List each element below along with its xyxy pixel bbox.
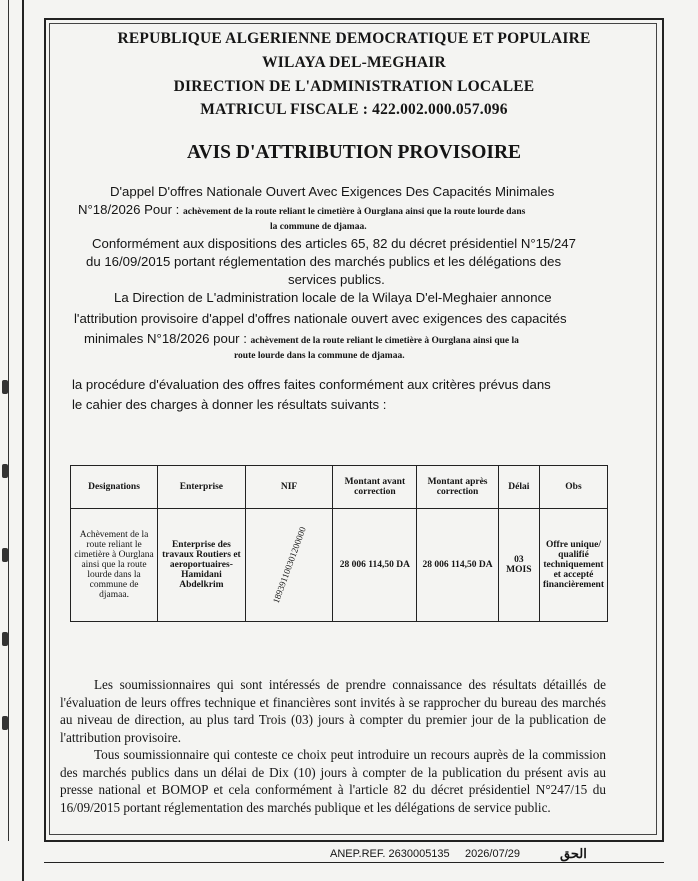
col-delai: Délai (498, 466, 539, 509)
newspaper-logo: الحق (560, 846, 587, 861)
anep-ref: ANEP.REF. 2630005135 (330, 848, 450, 860)
intro-line-3: la commune de djamaa. (270, 222, 367, 232)
intro-line-8: l'attribution provisoire d'appel d'offres nationale ouvert avec exigences des capacités (74, 311, 567, 326)
cell-montant-avant: 28 006 114,50 DA (333, 509, 417, 622)
closing-paragraph-1: Les soumissionnaires qui sont intéressés de prendre connaissance des résultats détaillés de l'évaluation de leurs offres technique et financières sont invités à se rapprocher du bureau des marchés au niveau de direction, au plus tard Trois (03) jours à compter du premier jour de la publication de l'attribution provisoire. (60, 677, 606, 745)
publication-date: 2026/07/29 (464, 848, 521, 860)
closing-text (60, 676, 606, 816)
intro-line-11: la procédure d'évaluation des offres faites conformément aux critères prévus dans (72, 377, 551, 392)
intro-line-4: Conformément aux dispositions des articles 65, 82 du décret présidentiel N°15/247 (92, 236, 576, 251)
cell-montant-apres: 28 006 114,50 DA (417, 509, 498, 622)
left-column-fragments (0, 380, 12, 800)
intro-ref: N°18/2026 Pour : (78, 202, 180, 217)
intro-line-12: le cahier des charges à donner les résultats suivants : (72, 397, 387, 412)
cell-designation: Achèvement de la route reliant le cimetière à Ourglana ainsi que la route lourde dans la commune de djamaa. (71, 509, 158, 622)
header-republic: REPUBLIQUE ALGERIENNE DEMOCRATIQUE ET POPULAIRE (117, 30, 591, 47)
table-row (71, 509, 608, 622)
intro-ref-2: minimales N°18/2026 pour : (84, 331, 247, 346)
intro-object-2: achèvement de la route reliant le cimetière à Ourglana ainsi que la (250, 336, 519, 346)
col-obs: Obs (539, 466, 607, 509)
notice-title: AVIS D'ATTRIBUTION PROVISOIRE (186, 142, 522, 163)
cell-delai: 03 MOIS (498, 509, 539, 622)
col-enterprise: Enterprise (158, 466, 246, 509)
table-header-row (71, 466, 608, 509)
col-montant-avant: Montant avant correction (333, 466, 417, 509)
header-direction: DIRECTION DE L'ADMINISTRATION LOCALEE (173, 78, 535, 95)
intro-line-7: La Direction de L'administration locale de la Wilaya D'el-Meghaier annonce (114, 290, 552, 305)
results-table (70, 465, 608, 622)
nif-value: 189391100301200000 (270, 524, 308, 605)
intro-line-5: du 16/09/2015 portant réglementation des marchés publics et les délégations des (86, 254, 562, 269)
cell-nif (245, 509, 333, 622)
intro-line-10: route lourde dans la commune de djamaa. (234, 351, 405, 361)
cell-enterprise: Enterprise des travaux Routiers et aeroportuaires-Hamidani Abdelkrim (158, 509, 246, 622)
intro-object: achèvement de la route reliant le cimetière à Ourglana ainsi que la route lourde dans (183, 207, 526, 217)
cell-obs: Offre unique/ qualifié techniquement et accepté financièrement (539, 509, 607, 622)
footer-reference (330, 848, 520, 860)
col-nif: NIF (245, 466, 333, 509)
footer-rule (44, 862, 664, 863)
col-designations: Designations (71, 466, 158, 509)
intro-line-2 (78, 201, 525, 221)
intro-line-6: services publics. (288, 272, 385, 287)
header-matricule: MATRICUL FISCALE : 422.002.000.057.096 (200, 101, 508, 118)
closing-paragraph-2: Tous soumissionnaire qui conteste ce choix peut introduire un recours auprès de la commission des marchés publics dans un délai de Dix (10) jours à compter de la publication du présent avis au presse national et BOMOP et cela conformément à l'article 82 du décret présidentiel N°247/15 du 16/09/2015 portant réglementation des marchés publique et les délégations de service public. (60, 747, 606, 815)
col-montant-apres: Montant après correction (417, 466, 498, 509)
intro-line-9 (84, 330, 519, 350)
header-wilaya: WILAYA DEL-MEGHAIR (262, 54, 446, 71)
intro-line-1: D'appel D'offres Nationale Ouvert Avec Exigences Des Capacités Minimales (110, 184, 555, 199)
